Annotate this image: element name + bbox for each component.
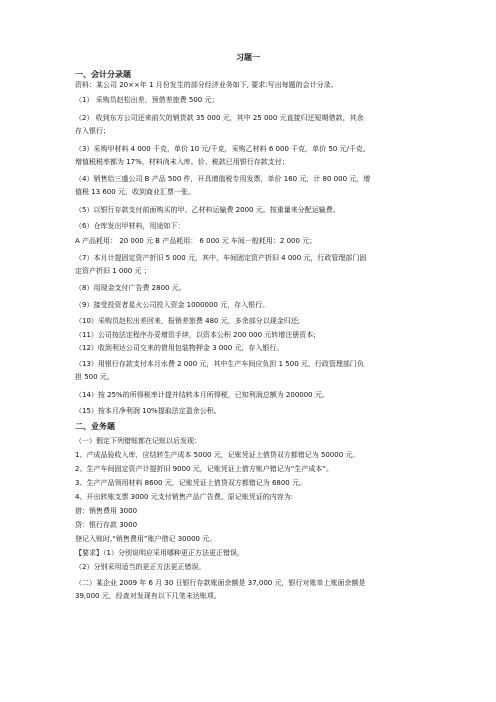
doc-line: 存入银行；	[75, 127, 110, 135]
doc-line: （7）本月计提固定资产折旧 5 000 元，其中，车间固定资产折旧 4 000 元，行政管理部门固	[75, 254, 367, 262]
doc-line: （15）按本月净利润 10%提取法定盈余公积。	[75, 407, 221, 415]
doc-line: 担 500 元。	[75, 373, 114, 381]
doc-line: （6）仓库发出甲材料，用途如下：	[75, 222, 185, 230]
doc-line: （1） 采购员赵松出差，预借差旅费 500 元；	[75, 96, 219, 104]
doc-line: （5）以银行存款支付前面购买的甲、乙材料运输费 2000 元。按重量来分配运输费。	[75, 206, 340, 214]
doc-line: 登记入账时,“销售费用”账户借记 30000 元。	[75, 535, 217, 543]
doc-line: （3）采购甲材料 4 000 千克，单价 10 元/千克，采购乙材料 6 000 千克，单价 50 元/千克。	[75, 145, 370, 153]
doc-line: 借：销售费用 3000	[75, 507, 138, 515]
doc-line: （12）收到利达公司交来的借用包装物押金 3 000 元，存入银行。	[75, 344, 284, 352]
doc-line: （10）采购员赵松出差回来，报销差旅费 480 元，多余部分以现金归还;	[75, 317, 301, 325]
doc-line: 值税 13 600 元，收到商业汇票一张。	[75, 188, 195, 196]
doc-line: （4）销售给三盛公司 B 产品 500 件，开具增值税专用发票，单价 160 元，计 80 000 元，增	[75, 175, 371, 183]
doc-title: 习题一	[236, 53, 260, 62]
doc-line: （2） 收到东方公司还来前欠的销货款 35 000 元，其中 25 000 元直接归还短期借款，其余	[75, 114, 364, 122]
doc-line: （一）假定下列错账都在记账以后发现：	[75, 437, 201, 445]
doc-line: 2、生产车间固定资产计提折旧 9000 元，记账凭证上借方账户错记为“生产成本”。	[75, 465, 333, 473]
doc-line: （11）公司按法定程序办妥增资手续，以资本公积 200 000 元转增注册资本;	[75, 331, 316, 339]
doc-line: 二、业务题	[75, 422, 115, 431]
doc-line: （二）某企业 2009 年 6 月 30 日银行存款账面余额是 37,000 元，银行对账单上账面余额是	[75, 579, 366, 587]
doc-line: （13）用银行存款支付本月水费 2 000 元，其中生产车间应负担 1 500 元，行政管理部门负	[75, 360, 364, 368]
doc-line: 【要求】（1）分别说明应采用哪种更正方法更正错误。	[75, 549, 244, 557]
doc-line: A 产品耗用： 20 000 元 B 产品耗用： 6 000 元 车间一般耗用：2 000 元；	[75, 237, 317, 245]
doc-line: 资料：某公司 20××年 1 月份发生的部分经济业务如下, 要求:写出每题的会计分录。	[75, 81, 338, 89]
doc-line: 增值税税率都为 17%，材料尚未入库。价、税款已用银行存款支付；	[75, 158, 289, 166]
doc-line: 39,000 元，经查对发现有以下几笔未达账项。	[75, 592, 221, 600]
doc-line: 一、会计分录题	[75, 70, 131, 79]
doc-line: 定资产折旧 1 000 元 ；	[75, 267, 151, 275]
doc-line: （8）用现金支付广告费 2800 元。	[75, 284, 186, 292]
doc-line: 3、生产产品领用材料 8600 元，记账凭证上借贷双方都错记为 6800 元。	[75, 479, 306, 487]
doc-line: 贷：银行存款 3000	[75, 521, 138, 529]
doc-line: 4、开出转账支票 3000 元支付销售产品广告费。原记账凭证的内容为:	[75, 493, 294, 501]
doc-line: （2）分别采用适当的更正方法更正错误。	[75, 563, 206, 571]
doc-line: （14）按 25%的所得税率计提并结转本月所得税，已知利润总额为 200000 元。	[75, 391, 329, 399]
doc-line: 1、产成品验收入库，应结转生产成本 5000 元，记账凭证上借贷双方都错记为 50000 元。	[75, 451, 360, 459]
doc-line: （9）接受投资者星火公司投入资金 1000000 元，存入银行。	[75, 301, 270, 309]
